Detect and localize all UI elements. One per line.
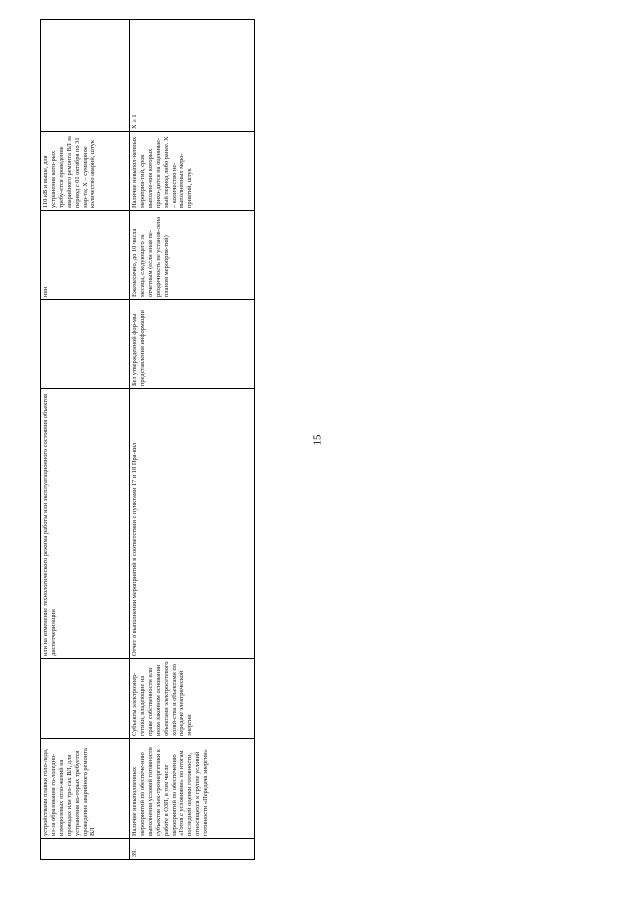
method-cell: Наличие невыпол-ненных мероприя-тий, срок выполне-ния которых прихо-дится на оценивае-мый период либо ранее. Х – количество не-выполненных меро-приятий, штук (130, 132, 255, 211)
method-cell: 110 кВ и выше, для устранения кото-рых требу-ется проведение аварийного ремонта ВЛ за период с 01 октября по 31 мар-та; Х – суммарное количество аварий, штук (41, 132, 130, 211)
value-cell: Х ≥ 1 (130, 20, 255, 132)
table-row (130, 20, 255, 860)
subject-cell: Субъекты электроэнер-гетики, владеющие на праве собственности или ином законном основании объектами электросетевого хозяй-ства и объектами по передаче электрической энергии (130, 659, 255, 739)
table-row (41, 20, 130, 860)
period-cell: нии (41, 211, 130, 300)
page-number: 15 (311, 434, 324, 446)
document-cell: Отчет о выполнении мероприятий в соответствии с пунктами 17 и 18 Пра-вил (130, 389, 255, 659)
period-cell: Ежемесячно, до 10 числа месяца, следующего за отчетным (если иная пе-риодичность не установ-лена планом мероприя-тий) (130, 211, 255, 300)
form-cell (41, 300, 130, 389)
row-number (41, 839, 130, 860)
indicators-table (40, 19, 255, 860)
row-number: 39. (130, 839, 255, 860)
form-cell: Без утвержденной фор-мы представления информации (130, 300, 255, 389)
rotated-table-container (40, 60, 260, 860)
indicator-cell: устройствами плавки голо-леда, из-за образования го-лоледно-изморозевых отло-жений на проводах или тро-сах ВЛ, для устранения ко-торых требуется проведение аварийного ремонта ВЛ (41, 739, 130, 839)
indicator-cell: Наличие невыполненных мероприятий по обеспече-нию выполнения условий готовности субъектов элек-троэнергетики к работе в ОЗП, в том числе мероприятий по обеспечению «Готов с условиями» по итогам последней оценки готовности, относящихся к группе условий готовности «Передача энергии» (130, 739, 255, 839)
subject-cell (41, 659, 130, 739)
document-cell: или на изменение технологического режима работы или эксплуатационного состояния объектов диспетчеризации (41, 389, 130, 659)
value-cell (41, 20, 130, 132)
